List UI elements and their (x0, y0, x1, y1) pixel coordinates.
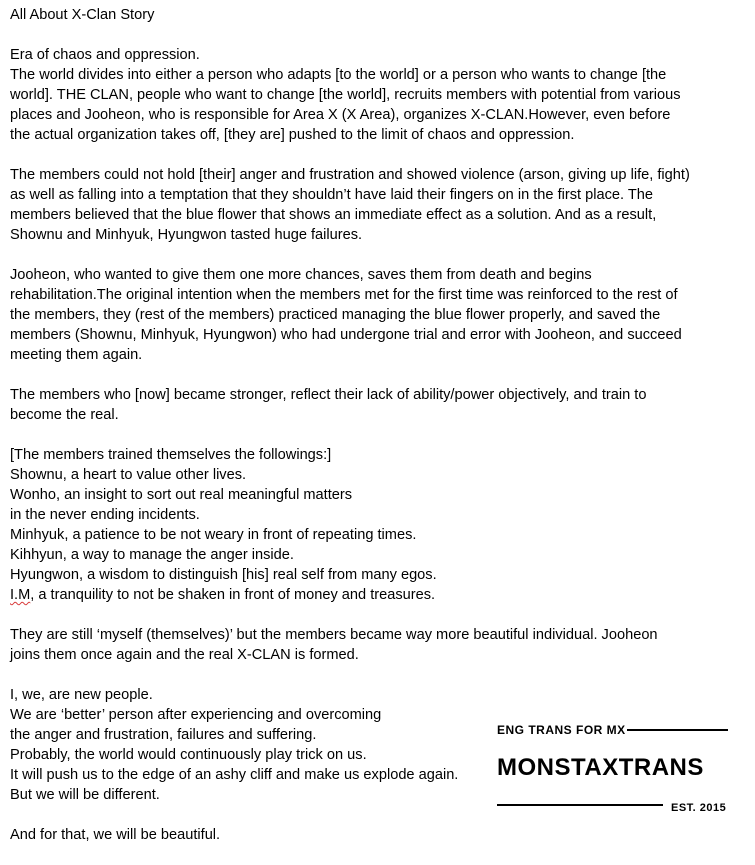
text-line: become the real. (10, 407, 119, 423)
text-line: members (Shownu, Minhyuk, Hyungwon) who had undergone trial and error with Jooheon, and succeed (10, 327, 682, 343)
text-line: The members could not hold [their] anger and frustration and showed violence (arson, giving up life, fight) (10, 167, 690, 183)
paragraph-training-list (10, 445, 745, 605)
text-line: Hyungwon, a wisdom to distinguish [his] real self from many egos. (10, 567, 437, 583)
text-line: Kihhyun, a way to manage the anger inside. (10, 547, 294, 563)
text-line: world]. THE CLAN, people who want to change [the world], recruits members with potential from various (10, 87, 681, 103)
document-title: All About X-Clan Story (10, 7, 155, 23)
paragraph-intro (10, 45, 745, 145)
text-line: places and Jooheon, who is responsible for Area X (X Area), organizes X-CLAN.However, even before (10, 107, 671, 123)
spellcheck-underlined-word[interactable]: I.M (10, 587, 31, 603)
paragraph-violence (10, 165, 745, 245)
text-line: I, we, are new people. (10, 687, 153, 703)
text-line: as well as falling into a temptation that they shouldn’t have laid their fingers on in the first place. The (10, 187, 654, 203)
text-fragment: , a tranquility to not be shaken in front of money and treasures. (30, 587, 436, 603)
paragraph-stronger (10, 385, 745, 425)
text-line-im (10, 585, 745, 605)
text-line: rehabilitation.The original intention when the members met for the first time was reinforced to the rest of (10, 287, 678, 303)
text-line: They are still ‘myself (themselves)’ but the members became way more beautiful individual. Jooheon (10, 627, 658, 643)
text-line: in the never ending incidents. (10, 507, 200, 523)
paragraph-closing (10, 825, 745, 845)
text-line: Shownu and Minhyuk, Hyungwon tasted huge failures. (10, 227, 363, 243)
text-line: The world divides into either a person who adapts [to the world] or a person who wants to change [the (10, 67, 667, 83)
text-line: members believed that the blue flower that shows an immediate effect as a solution. And as a result, (10, 207, 657, 223)
stamp-bottom-rule (497, 804, 663, 806)
text-line: Minhyuk, a patience to be not weary in front of repeating times. (10, 527, 417, 543)
paragraph-formed (10, 625, 745, 665)
text-line: Shownu, a heart to value other lives. (10, 467, 247, 483)
stamp-top-label: ENG TRANS FOR MX (497, 723, 626, 737)
stamp-est: EST. 2015 (671, 802, 727, 814)
text-line: But we will be different. (10, 787, 160, 803)
text-line: meeting them again. (10, 347, 143, 363)
stamp-top-rule (627, 729, 728, 731)
text-line: [The members trained themselves the followings:] (10, 447, 332, 463)
stamp-brand: MONSTAXTRANS (497, 754, 704, 781)
text-line: Wonho, an insight to sort out real meaningful matters (10, 487, 353, 503)
text-line: We are ‘better’ person after experiencing and overcoming (10, 707, 382, 723)
text-line: And for that, we will be beautiful. (10, 827, 221, 843)
text-line: Era of chaos and oppression. (10, 47, 200, 63)
watermark-stamp (497, 717, 732, 817)
text-line: joins them once again and the real X-CLAN is formed. (10, 647, 359, 663)
text-line: the members, they (rest of the members) practiced managing the blue flower properly, and saved the (10, 307, 661, 323)
text-line: Probably, the world would continuously play trick on us. (10, 747, 367, 763)
text-line: the anger and frustration, failures and suffering. (10, 727, 317, 743)
text-line: the actual organization takes off, [they are] pushed to the limit of chaos and oppression. (10, 127, 575, 143)
paragraph-rehabilitation (10, 265, 745, 365)
text-line: It will push us to the edge of an ashy cliff and make us explode again. (10, 767, 459, 783)
text-line: Jooheon, who wanted to give them one more chances, saves them from death and begins (10, 267, 592, 283)
stamp-top-row (497, 717, 732, 737)
text-line: The members who [now] became stronger, reflect their lack of ability/power objectively, and train to (10, 387, 647, 403)
